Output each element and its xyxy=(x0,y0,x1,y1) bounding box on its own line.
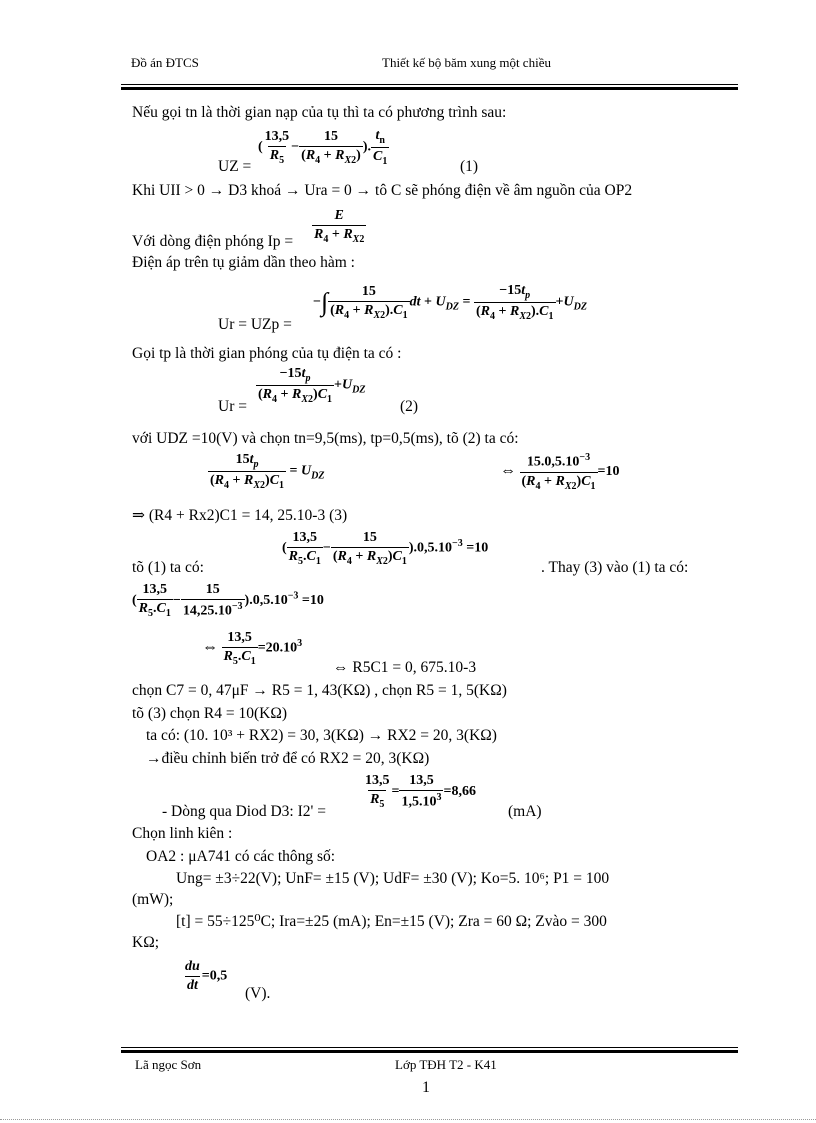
text-line-15: chọn C7 = 0, 47μF → R5 = 1, 43(KΩ) , chọn R5 = 1, 5(KΩ) xyxy=(132,682,507,699)
eq1-number: (1) xyxy=(460,158,479,175)
eq1-lhs: UZ = xyxy=(218,158,252,175)
eq-substitute: ( $\frac{13,5}{R_5.C_1}$ − $\frac{15}{14,25.10^{-3}}$ )$.0,5.10^{-3} =10$ xyxy=(132,582,324,620)
eq-integral: −∫ $\frac{15}{(R_4 + R_{X2}).C_1}$ dt + $U_{DZ}$ = $\frac{-15t_p}{(R_4 + R_{X2}).C_1}$ $+U_{DZ}$ xyxy=(313,283,587,322)
page-edge-dotted xyxy=(0,1119,816,1120)
eq-integral-lhs: Ur = UZp = xyxy=(218,316,292,333)
footer-rule-thick xyxy=(121,1050,738,1053)
eq1: ( $\frac{13,5}{R_5}$ − $\frac{15}{(R_4 + R_{X2})}$ ). $\frac{t_n}{C_1}$ xyxy=(258,128,388,167)
text-line-21: OA2 : μA741 có các thông số: xyxy=(146,848,336,865)
header-left: Đồ án ĐTCS xyxy=(131,55,199,70)
text-line-26-unit: (V). xyxy=(245,985,271,1002)
page-number: 1 xyxy=(422,1079,430,1096)
header-rule-thin xyxy=(121,84,738,85)
eq2-lhs: Ur = xyxy=(218,398,247,415)
eq-ip: $\frac{E}{R_4 + R_{X2}}$ xyxy=(314,208,365,245)
text-line-19-unit: (mA) xyxy=(508,803,542,820)
header-rule-thick xyxy=(121,87,738,90)
text-line-20: Chọn linh kiên : xyxy=(132,825,233,842)
eq-r5c1: ⇔ $\frac{13,5}{R_5.C_1}$ $=20.10^3$ xyxy=(202,630,303,667)
text-line-24: [t] = 55÷125⁰C; Ira=±25 (mA); En=±15 (V); Zra = 60 Ω; Zvào = 300 xyxy=(176,913,607,930)
text-line-22: Ung= ±3÷22(V); UnF= ±15 (V); UdF= ±30 (V); Ko=5. 10⁶; P1 = 100 xyxy=(176,870,610,887)
text-line-3: Khi UII > 0 → D3 khoá → Ura = 0 → tô C sẽ phóng điện về âm nguồn của OP2 xyxy=(132,182,633,199)
text-line-12-left: tõ (1) ta có: xyxy=(132,559,204,576)
eq-udz-right: ⇔ $\frac{15.0,5.10^{-3}}{(R_4 + R_{X2})C_1}$ =10 xyxy=(500,452,620,492)
text-line-12-right: . Thay (3) vào (1) ta có: xyxy=(541,559,689,576)
text-line-16: tõ (3) chọn R4 = 10(KΩ) xyxy=(132,705,287,722)
eq2: $\frac{-15t_p}{(R_4 + R_{X2})C_1}$ $+U_{DZ}$ xyxy=(258,366,366,405)
eq2-number: (2) xyxy=(400,398,419,415)
text-line-17: ta có: (10. 10³ + RX2) = 30, 3(KΩ) → RX2 = 20, 3(KΩ) xyxy=(146,727,497,744)
text-line-14-right: ⇔ R5C1 = 0, 675.10-3 xyxy=(333,659,477,676)
eq-udz-left: $\frac{15t_p}{(R_4 + R_{X2})C_1}$ = $U_{DZ}$ xyxy=(210,452,325,491)
eq-slew-rate: $\frac{du}{dt}$ =0,5 xyxy=(185,959,228,993)
text-line-19-label: - Dòng qua Diod D3: I2' = xyxy=(162,803,326,820)
header-right: Thiết kế bộ băm xung một chiều xyxy=(382,55,551,70)
text-line-9: với UDZ =10(V) và chọn tn=9,5(ms), tp=0,5(ms), tõ (2) ta có: xyxy=(132,430,519,447)
footer-rule-thin xyxy=(121,1047,738,1048)
footer-right: Lớp TĐH T2 - K41 xyxy=(395,1057,497,1072)
text-line-11: ⇒ (R4 + Rx2)C1 = 14, 25.10-3 (3) xyxy=(132,507,348,524)
text-line-7: Gọi tp là thời gian phóng của tụ điện ta có : xyxy=(132,345,402,362)
text-line-23: (mW); xyxy=(132,891,174,908)
text-line-25: KΩ; xyxy=(132,934,160,951)
text-line-18: →điều chỉnh biến trở để có RX2 = 20, 3(KΩ) xyxy=(146,750,430,767)
text-line-1: Nếu gọi tn là thời gian nạp của tụ thì ta có phương trình sau: xyxy=(132,104,507,121)
eq-diode-current: $\frac{13,5}{R_5}$ = $\frac{13,5}{1,5.10^3}$ =8,66 xyxy=(365,773,476,811)
text-line-5: Điện áp trên tụ giảm dần theo hàm : xyxy=(132,254,355,271)
text-line-4: Với dòng điện phóng Ip = xyxy=(132,233,294,250)
footer-left: Lã ngọc Sơn xyxy=(135,1057,202,1072)
eq-from-1: ( $\frac{13,5}{R_5.C_1}$ − $\frac{15}{(R_4 + R_{X2})C_1}$ )$.0,5.10^{-3} =10$ xyxy=(282,530,489,567)
